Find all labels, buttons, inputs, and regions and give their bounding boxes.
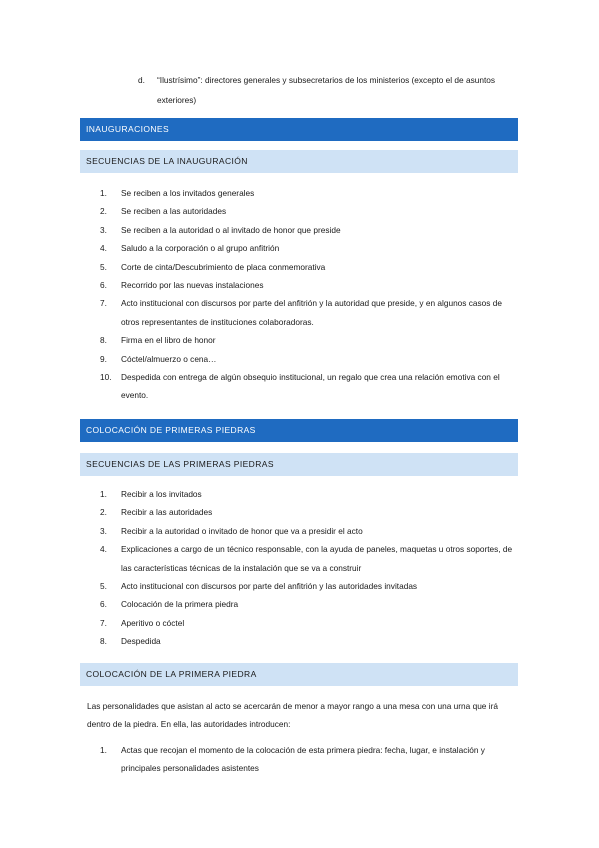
list-item-number: 7. — [100, 298, 107, 309]
list-item — [100, 503, 520, 521]
intro-item-letter: d. — [138, 75, 145, 85]
section-heading-inauguraciones: INAUGURACIONES — [80, 118, 518, 141]
list-item-number: 2. — [100, 507, 107, 518]
list-item-number: 4. — [100, 243, 107, 254]
list-item-text: Despedida con entrega de algún obsequio institucional, un regalo que crea una relación emotiva con el evento. — [121, 372, 500, 401]
list-item — [100, 221, 520, 239]
list-item — [100, 614, 520, 632]
list-item-number: 1. — [100, 745, 107, 755]
list-item-text: Cóctel/almuerzo o cena… — [121, 353, 217, 364]
list-item-number: 3. — [100, 224, 107, 235]
list-item-number: 1. — [100, 489, 107, 499]
list-item-text: Despedida — [121, 636, 161, 647]
list-item-number: 8. — [100, 335, 107, 346]
list-item — [100, 632, 520, 650]
secuencias-piedras-list — [100, 485, 520, 651]
list-item-number: 6. — [100, 280, 107, 291]
section-heading-primeras-piedras: COLOCACIÓN DE PRIMERAS PIEDRAS — [80, 419, 518, 442]
list-item-text: Aperitivo o cóctel — [121, 617, 185, 628]
subsection-heading-secuencias-inauguracion: SECUENCIAS DE LA INAUGURACIÓN — [80, 150, 518, 173]
primera-piedra-paragraph: Las personalidades que asistan al acto se acercarán de menor a mayor rango a una mesa con una urna que irá dentro de la piedra. En ella, las autoridades introducen: — [87, 701, 498, 730]
list-item — [100, 331, 520, 349]
list-item-text: Recibir a los invitados — [121, 489, 202, 499]
list-item-text: Se reciben a las autoridades — [121, 206, 227, 217]
list-item — [100, 595, 520, 613]
list-item-text: Corte de cinta/Descubrimiento de placa conmemorativa — [121, 261, 326, 272]
list-item — [100, 741, 520, 778]
list-item-text: Actas que recojan el momento de la colocación de esta primera piedra: fecha, lugar, e instalación y principales personalidades asistentes — [121, 745, 485, 774]
subsection-heading-primera-piedra: COLOCACIÓN DE LA PRIMERA PIEDRA — [80, 663, 518, 686]
list-item — [100, 239, 520, 257]
list-item-text: Saludo a la corporación o al grupo anfitrión — [121, 243, 280, 254]
list-item — [100, 485, 520, 503]
list-item — [100, 368, 520, 405]
list-item-text: Firma en el libro de honor — [121, 335, 216, 346]
subsection-heading-secuencias-piedras: SECUENCIAS DE LAS PRIMERAS PIEDRAS — [80, 453, 518, 476]
list-item-number: 3. — [100, 525, 107, 536]
list-item-number: 4. — [100, 544, 107, 555]
list-item-number: 9. — [100, 353, 107, 364]
list-item-text: Recibir a la autoridad o invitado de honor que va a presidir el acto — [121, 525, 363, 536]
list-item-number: 8. — [100, 636, 107, 647]
list-item-text: Recibir a las autoridades — [121, 507, 213, 518]
list-item — [100, 577, 520, 595]
list-item-number: 6. — [100, 599, 107, 610]
secuencias-inauguracion-list — [100, 184, 520, 405]
list-item — [100, 258, 520, 276]
list-item — [100, 522, 520, 540]
list-item-number: 10. — [100, 372, 112, 383]
list-item-text: Se reciben a los invitados generales — [121, 188, 255, 198]
list-item-number: 5. — [100, 581, 107, 592]
list-item-number: 5. — [100, 261, 107, 272]
list-item — [100, 276, 520, 294]
list-item-number: 1. — [100, 188, 107, 198]
list-item-text: Colocación de la primera piedra — [121, 599, 239, 610]
list-item — [100, 294, 520, 331]
primera-piedra-list — [100, 741, 520, 778]
list-item — [100, 350, 520, 368]
intro-list-item — [138, 70, 528, 110]
list-item — [100, 184, 520, 202]
list-item-text: Se reciben a la autoridad o al invitado de honor que preside — [121, 224, 341, 235]
list-item-text: Explicaciones a cargo de un técnico responsable, con la ayuda de paneles, maquetas u otros soportes, de las características técnicas de la instalación que se va a construir — [121, 544, 513, 573]
list-item-text: Recorrido por las nuevas instalaciones — [121, 280, 264, 291]
list-item — [100, 202, 520, 220]
list-item-text: Acto institucional con discursos por parte del anfitrión y la autoridad que preside, y en algunos casos de otros representantes de instituciones colaboradoras. — [121, 298, 502, 327]
intro-item-text: “Ilustrísimo”: directores generales y subsecretarios de los ministerios (excepto el de asuntos exteriores) — [157, 75, 496, 105]
list-item-text: Acto institucional con discursos por parte del anfitrión y las autoridades invitadas — [121, 581, 418, 592]
list-item — [100, 540, 520, 577]
list-item-number: 2. — [100, 206, 107, 217]
list-item-number: 7. — [100, 617, 107, 628]
